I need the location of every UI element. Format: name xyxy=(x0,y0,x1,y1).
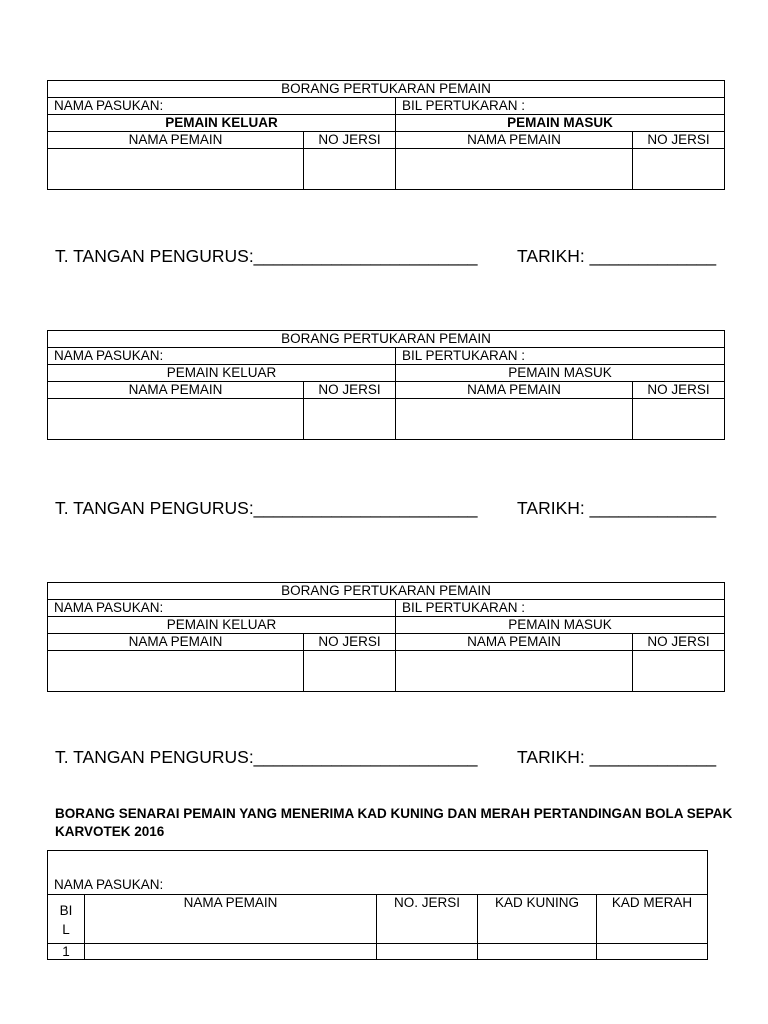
team-name-field[interactable]: NAMA PASUKAN: xyxy=(48,348,396,365)
players-out-header: PEMAIN KELUAR xyxy=(48,617,396,634)
players-in-header: PEMAIN MASUK xyxy=(396,115,725,132)
in-jersey-header: NO JERSI xyxy=(633,634,725,651)
manager-signature-label[interactable]: T. TANGAN PENGURUS:_______________________ xyxy=(55,246,478,266)
in-jersey-cell[interactable] xyxy=(633,651,725,692)
manager-signature-label[interactable]: T. TANGAN PENGURUS:_______________________ xyxy=(55,747,478,767)
player-name-header: NAMA PEMAIN xyxy=(85,895,377,944)
date-label[interactable]: TARIKH: _____________ xyxy=(517,498,717,518)
date-label[interactable]: TARIKH: _____________ xyxy=(517,747,717,767)
in-player-name-cell[interactable] xyxy=(396,651,633,692)
in-player-name-header: NAMA PEMAIN xyxy=(396,132,633,149)
yellow-card-header: KAD KUNING xyxy=(478,895,597,944)
out-jersey-header: NO JERSI xyxy=(304,382,396,399)
team-name-field[interactable]: NAMA PASUKAN: xyxy=(48,98,396,115)
signature-line-3 xyxy=(55,747,735,768)
substitution-form-1 xyxy=(47,80,725,190)
date-label[interactable]: TARIKH: _____________ xyxy=(517,246,717,266)
substitution-form-3 xyxy=(47,582,725,692)
out-jersey-header: NO JERSI xyxy=(304,634,396,651)
yellow-card-cell[interactable] xyxy=(478,944,597,960)
manager-signature-label[interactable]: T. TANGAN PENGURUS:_______________________ xyxy=(55,498,478,518)
out-player-name-header: NAMA PEMAIN xyxy=(48,132,304,149)
signature-line-1 xyxy=(55,246,735,267)
players-out-header: PEMAIN KELUAR xyxy=(48,115,396,132)
in-jersey-header: NO JERSI xyxy=(633,382,725,399)
in-jersey-cell[interactable] xyxy=(633,149,725,190)
players-in-header: PEMAIN MASUK xyxy=(396,365,725,382)
out-jersey-header: NO JERSI xyxy=(304,132,396,149)
in-player-name-cell[interactable] xyxy=(396,399,633,440)
player-name-cell[interactable] xyxy=(85,944,377,960)
team-name-field[interactable]: NAMA PASUKAN: xyxy=(48,600,396,617)
team-name-field[interactable]: NAMA PASUKAN: xyxy=(48,851,708,895)
red-card-header: KAD MERAH xyxy=(597,895,708,944)
in-jersey-header: NO JERSI xyxy=(633,132,725,149)
form-title: BORANG PERTUKARAN PEMAIN xyxy=(48,81,725,98)
out-jersey-cell[interactable] xyxy=(304,399,396,440)
out-player-name-header: NAMA PEMAIN xyxy=(48,382,304,399)
row-number: 1 xyxy=(48,944,85,960)
in-player-name-header: NAMA PEMAIN xyxy=(396,634,633,651)
out-player-name-cell[interactable] xyxy=(48,399,304,440)
in-jersey-cell[interactable] xyxy=(633,399,725,440)
form-title: BORANG PERTUKARAN PEMAIN xyxy=(48,331,725,348)
jersey-cell[interactable] xyxy=(377,944,478,960)
bil-line-2: L xyxy=(62,922,70,937)
jersey-header: NO. JERSI xyxy=(377,895,478,944)
out-player-name-cell[interactable] xyxy=(48,149,304,190)
signature-line-2 xyxy=(55,498,735,519)
card-list-title: BORANG SENARAI PEMAIN YANG MENERIMA KAD KUNING DAN MERAH PERTANDINGAN BOLA SEPAK KARVOTEK 2016 xyxy=(55,806,733,839)
in-player-name-header: NAMA PEMAIN xyxy=(396,382,633,399)
substitution-count-field[interactable]: BIL PERTUKARAN : xyxy=(396,348,725,365)
in-player-name-cell[interactable] xyxy=(396,149,633,190)
players-in-header: PEMAIN MASUK xyxy=(396,617,725,634)
out-jersey-cell[interactable] xyxy=(304,149,396,190)
form-title: BORANG PERTUKARAN PEMAIN xyxy=(48,583,725,600)
out-player-name-header: NAMA PEMAIN xyxy=(48,634,304,651)
out-player-name-cell[interactable] xyxy=(48,651,304,692)
bil-line-1: BI xyxy=(59,903,73,918)
row-number-header xyxy=(48,895,85,944)
red-card-cell[interactable] xyxy=(597,944,708,960)
substitution-count-field[interactable]: BIL PERTUKARAN : xyxy=(396,600,725,617)
out-jersey-cell[interactable] xyxy=(304,651,396,692)
substitution-count-field[interactable]: BIL PERTUKARAN : xyxy=(396,98,725,115)
card-list-table xyxy=(47,850,708,960)
substitution-form-2 xyxy=(47,330,725,440)
players-out-header: PEMAIN KELUAR xyxy=(48,365,396,382)
